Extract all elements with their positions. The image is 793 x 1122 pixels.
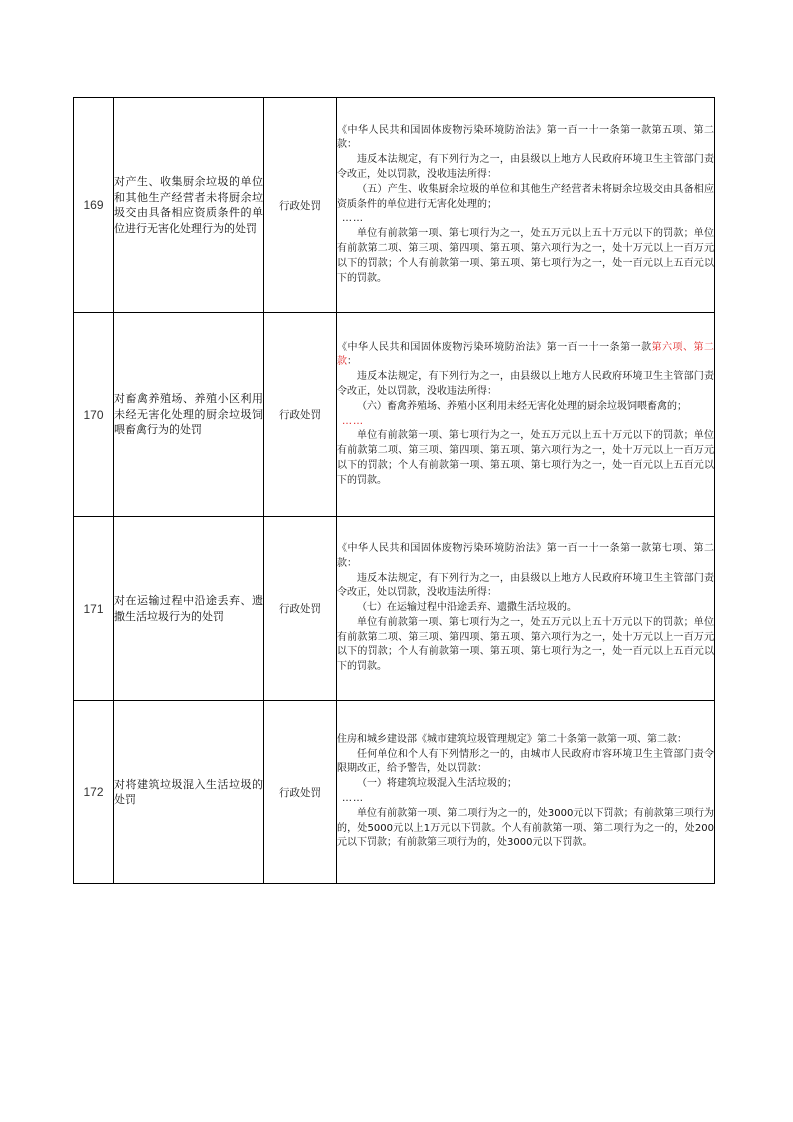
item-name: 对将建筑垃圾混入生活垃圾的处罚 <box>114 701 264 884</box>
table-row <box>74 517 715 701</box>
row-number: 170 <box>74 313 114 517</box>
item-name: 对在运输过程中沿途丢弃、遗撒生活垃圾行为的处罚 <box>114 517 264 701</box>
basis-paragraph: 违反本法规定，有下列行为之一，由县级以上地方人民政府环境卫生主管部门责令改正，处以罚款，没收违法所得： <box>337 371 714 397</box>
basis-law: 住房和城乡建设部《城市建筑垃圾管理规定》第二十条第一款第一项、第二款： <box>337 733 687 745</box>
legal-basis <box>337 98 715 313</box>
item-type: 行政处罚 <box>264 313 337 517</box>
basis-law: 《中华人民共和国固体废物污染环境防治法》第一百一十一条第一款第七项、第二款： <box>337 542 714 569</box>
item-type: 行政处罚 <box>264 517 337 701</box>
row-number: 169 <box>74 98 114 313</box>
row-number: 171 <box>74 517 114 701</box>
item-type: 行政处罚 <box>264 98 337 313</box>
table-row <box>74 701 715 884</box>
basis-ellipsis: …… <box>342 213 364 225</box>
basis-paragraph: 单位有前款第一项、第七项行为之一，处五万元以上五十万元以下的罚款；单位有前款第二项、第三项、第四项、第五项、第六项行为之一，处十万元以上一百万元以下的罚款；个人有前款第一项、第五项、第七项行为之一，处一百元以上五百元以下的罚款。 <box>337 228 714 284</box>
basis-paragraph: 违反本法规定，有下列行为之一，由县级以上地方人民政府环境卫生主管部门责令改正，处以罚款，没收违法所得： <box>337 154 714 180</box>
basis-paragraph: （六）畜禽养殖场、养殖小区利用未经无害化处理的厨余垃圾饲喂畜禽的； <box>357 400 687 412</box>
basis-paragraph: （五）产生、收集厨余垃圾的单位和其他生产经营者未将厨余垃圾交由具备相应资质条件的单位进行无害化处理的； <box>337 183 714 210</box>
basis-paragraph: 单位有前款第一项、第二项行为之一的，处3000元以下罚款；有前款第三项行为的，处5000元以上1万元以下罚款。个人有前款第一项、第二项行为之一的，处200元以下罚款；有前款第三项行为的，处3000元以下罚款。 <box>337 807 714 849</box>
legal-basis <box>337 313 715 517</box>
basis-paragraph: 违反本法规定，有下列行为之一，由县级以上地方人民政府环境卫生主管部门责令改正，处以罚款，没收违法所得： <box>337 572 714 599</box>
basis-paragraph: （一）将建筑垃圾混入生活垃圾的； <box>357 778 517 790</box>
item-type: 行政处罚 <box>264 701 337 884</box>
basis-paragraph: 单位有前款第一项、第七项行为之一，处五万元以上五十万元以下的罚款；单位有前款第二项、第三项、第四项、第五项、第六项行为之一，处十万元以上一百万元以下的罚款；个人有前款第一项、第五项、第七项行为之一，处一百元以上五百元以下的罚款。 <box>337 616 714 673</box>
legal-basis <box>337 701 715 884</box>
item-name: 对产生、收集厨余垃圾的单位和其他生产经营者未将厨余垃圾交由具备相应资质条件的单位进行无害化处理行为的处罚 <box>114 98 264 313</box>
basis-ellipsis: …… <box>342 415 364 427</box>
highlighted-text: 第六项、第二款 <box>337 341 715 368</box>
item-name: 对畜禽养殖场、养殖小区利用未经无害化处理的厨余垃圾饲喂畜禽行为的处罚 <box>114 313 264 517</box>
basis-paragraph: 单位有前款第一项、第七项行为之一，处五万元以上五十万元以下的罚款；单位有前款第二项、第三项、第四项、第五项、第六项行为之一，处十万元以上一百万元以下的罚款；个人有前款第一项、第五项、第七项行为之一，处一百元以上五百元以下的罚款。 <box>337 430 714 486</box>
table-row <box>74 98 715 313</box>
basis-paragraph: 任何单位和个人有下列情形之一的，由城市人民政府市容环境卫生主管部门责令限期改正，给予警告，处以罚款： <box>337 748 714 775</box>
basis-paragraph: （七）在运输过程中沿途丢弃、遗撒生活垃圾的。 <box>357 602 577 614</box>
legal-basis <box>337 517 715 701</box>
basis-law: 《中华人民共和国固体废物污染环境防治法》第一百一十一条第一款第六项、第二款： <box>337 341 715 368</box>
row-number: 172 <box>74 701 114 884</box>
regulation-table <box>73 97 715 884</box>
table-row <box>74 313 715 517</box>
basis-law: 《中华人民共和国固体废物污染环境防治法》第一百一十一条第一款第五项、第二款： <box>337 124 714 151</box>
basis-ellipsis: …… <box>342 793 364 804</box>
